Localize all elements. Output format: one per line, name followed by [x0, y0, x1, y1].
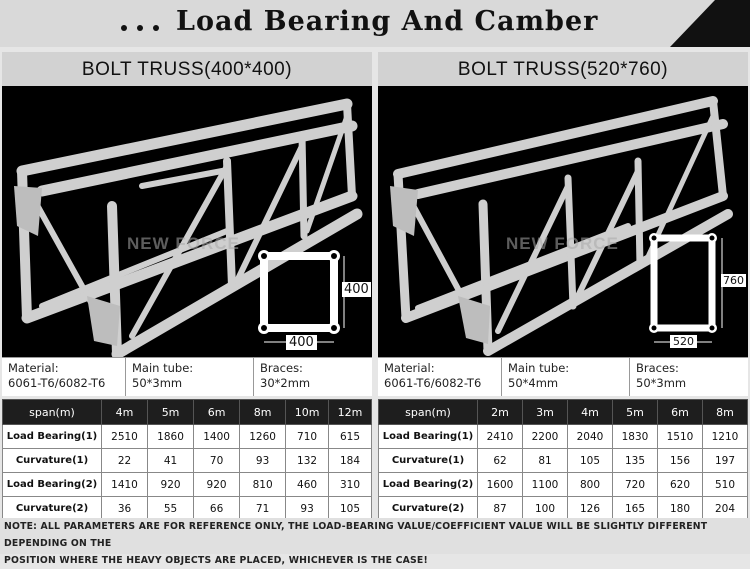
tube-cell: [126, 358, 254, 396]
row-label: Curvature(1): [3, 449, 102, 473]
table-cell: 1830: [613, 425, 658, 449]
table-cell: 710: [286, 425, 329, 449]
table-cell: 184: [329, 449, 372, 473]
header-cell: 12m: [329, 400, 372, 425]
tube-label: Main tube:: [132, 361, 194, 375]
table-cell: 620: [658, 473, 703, 497]
tube-label: Main tube:: [508, 361, 570, 375]
table-header: [379, 400, 748, 425]
table-row: [3, 425, 372, 449]
dim-height: 400: [344, 282, 369, 297]
panel-400x400: [2, 52, 372, 396]
table-cell: 1260: [240, 425, 286, 449]
table-cell: 126: [568, 497, 613, 521]
material-value: 6061-T6/6082-T6: [8, 376, 106, 390]
table-cell: 510: [703, 473, 748, 497]
dim-width: 400: [286, 335, 317, 350]
dots-icon: [118, 6, 178, 40]
table-cell: 55: [148, 497, 194, 521]
table-cell: 204: [703, 497, 748, 521]
row-label: Curvature(2): [3, 497, 102, 521]
dim-width: 520: [670, 335, 697, 348]
table-cell: 70: [194, 449, 240, 473]
table-cell: 920: [148, 473, 194, 497]
table-cell: 1400: [194, 425, 240, 449]
table-cell: 22: [102, 449, 148, 473]
tube-value: 50*3mm: [132, 376, 183, 390]
table-row: [379, 449, 748, 473]
braces-cell: [630, 358, 744, 396]
table-cell: 1510: [658, 425, 703, 449]
table-row: [379, 497, 748, 521]
table-cell: 41: [148, 449, 194, 473]
table-cell: 93: [240, 449, 286, 473]
header-cell: 4m: [102, 400, 148, 425]
row-label: Load Bearing(2): [379, 473, 478, 497]
header-cell: span(m): [3, 400, 102, 425]
watermark: NEW FORCE: [127, 234, 240, 253]
page-title: Load Bearing And Camber: [176, 6, 599, 37]
tube-value: 50*4mm: [508, 376, 559, 390]
spec-row: [378, 357, 748, 396]
table-cell: 81: [523, 449, 568, 473]
braces-cell: [254, 358, 368, 396]
table-header: [3, 400, 372, 425]
header-cell: 5m: [148, 400, 194, 425]
table-cell: 180: [658, 497, 703, 521]
table-cell: 615: [329, 425, 372, 449]
header-cell: 6m: [658, 400, 703, 425]
table-cell: 105: [329, 497, 372, 521]
table-cell: 2410: [478, 425, 523, 449]
truss-photo: [378, 86, 748, 357]
table-cell: 87: [478, 497, 523, 521]
footnote: [0, 518, 750, 566]
header-cell: 5m: [613, 400, 658, 425]
header-cell: 8m: [703, 400, 748, 425]
table-row: [379, 473, 748, 497]
row-label: Curvature(1): [379, 449, 478, 473]
table-cell: 810: [240, 473, 286, 497]
header-cell: 10m: [286, 400, 329, 425]
table-row: [379, 425, 748, 449]
panel-520x760: [378, 52, 748, 396]
panel-title: BOLT TRUSS(520*760): [378, 52, 748, 86]
spec-row: [2, 357, 372, 396]
header-cell: 8m: [240, 400, 286, 425]
table-cell: 1410: [102, 473, 148, 497]
spec-table-400x400: [2, 399, 372, 521]
table-cell: 1600: [478, 473, 523, 497]
header-cell: 2m: [478, 400, 523, 425]
table-cell: 800: [568, 473, 613, 497]
dim-height: 760: [723, 274, 744, 287]
table-cell: 197: [703, 449, 748, 473]
table-row: [3, 497, 372, 521]
table-row: [3, 473, 372, 497]
row-label: Load Bearing(2): [3, 473, 102, 497]
material-label: Material:: [384, 361, 435, 375]
table-cell: 71: [240, 497, 286, 521]
material-value: 6061-T6/6082-T6: [384, 376, 482, 390]
braces-value: 30*2mm: [260, 376, 311, 390]
braces-label: Braces:: [260, 361, 303, 375]
braces-value: 50*3mm: [636, 376, 687, 390]
table-cell: 1100: [523, 473, 568, 497]
header-cell: span(m): [379, 400, 478, 425]
tube-cell: [502, 358, 630, 396]
table-cell: 1210: [703, 425, 748, 449]
table-cell: 460: [286, 473, 329, 497]
table-cell: 1860: [148, 425, 194, 449]
table-cell: 132: [286, 449, 329, 473]
row-label: Load Bearing(1): [3, 425, 102, 449]
table-cell: 2510: [102, 425, 148, 449]
table-cell: 2200: [523, 425, 568, 449]
table-row: [3, 449, 372, 473]
truss-illustration: [2, 86, 372, 357]
row-label: Curvature(2): [379, 497, 478, 521]
table-cell: 165: [613, 497, 658, 521]
table-cell: 720: [613, 473, 658, 497]
truss-illustration: [378, 86, 748, 357]
table-cell: 62: [478, 449, 523, 473]
table-cell: 135: [613, 449, 658, 473]
header-cell: 6m: [194, 400, 240, 425]
table-cell: 66: [194, 497, 240, 521]
table-cell: 105: [568, 449, 613, 473]
table-cell: 156: [658, 449, 703, 473]
table-cell: 93: [286, 497, 329, 521]
row-label: Load Bearing(1): [379, 425, 478, 449]
watermark: NEW FORCE: [506, 234, 619, 253]
footnote-line: NOTE: ALL PARAMETERS ARE FOR REFERENCE ONLY, THE LOAD-BEARING VALUE/COEFFICIENT VALUE WILL BE SLIGHTLY DIFFERENT DEPENDING ON THE: [4, 521, 708, 549]
table-cell: 36: [102, 497, 148, 521]
table-cell: 2040: [568, 425, 613, 449]
spec-table-520x760: [378, 399, 748, 521]
banner: [0, 0, 750, 47]
corner-decoration: [620, 0, 750, 47]
material-cell: [2, 358, 126, 396]
truss-photo: [2, 86, 372, 357]
material-label: Material:: [8, 361, 59, 375]
table-cell: 100: [523, 497, 568, 521]
header-cell: 3m: [523, 400, 568, 425]
material-cell: [378, 358, 502, 396]
braces-label: Braces:: [636, 361, 679, 375]
table-cell: 310: [329, 473, 372, 497]
panel-title: BOLT TRUSS(400*400): [2, 52, 372, 86]
footnote-line: POSITION WHERE THE HEAVY OBJECTS ARE PLACED, WHICHEVER IS THE CASE!: [4, 555, 428, 566]
table-cell: 920: [194, 473, 240, 497]
header-cell: 4m: [568, 400, 613, 425]
